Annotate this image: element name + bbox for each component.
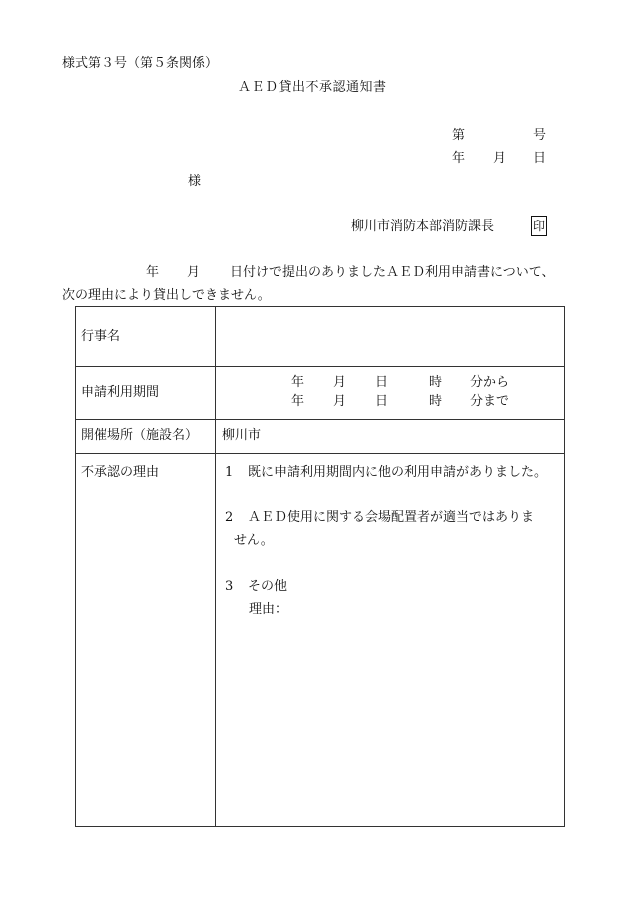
period-to-year: 年: [291, 394, 305, 409]
number-prefix: 第: [452, 128, 466, 143]
reason3-text: その他: [248, 579, 288, 594]
period-label: 申請利用期間: [81, 385, 160, 400]
reason-label-cell: [76, 454, 216, 827]
document-title: ＡＥＤ貸出不承認通知書: [238, 80, 387, 95]
event-name-value-cell: [216, 307, 565, 367]
period-to-minute: 分まで: [470, 394, 510, 409]
reason2-text-line1: ＡＥＤ使用に関する会場配置者が適当ではありま: [248, 510, 535, 525]
body-month: 月: [187, 265, 201, 280]
body-year: 年: [146, 265, 160, 280]
reason3-detail: 理由：: [249, 602, 289, 617]
venue-value: 柳川市: [222, 428, 262, 443]
period-from-month: 月: [333, 375, 347, 390]
period-label-cell: [76, 367, 216, 420]
venue-label-cell: [76, 420, 216, 454]
reason2-text-line2: せん。: [234, 533, 274, 548]
sender-name: 柳川市消防本部消防課長: [351, 219, 495, 234]
details-table: [75, 306, 565, 827]
reason1-number: 1: [225, 465, 234, 480]
period-from-minute: 分から: [470, 375, 510, 390]
reason2-number: 2: [225, 510, 234, 525]
reason-value-cell: [216, 454, 565, 827]
reason3-number: 3: [225, 579, 234, 594]
period-value-cell: [216, 367, 565, 420]
seal-box: 印: [531, 216, 547, 236]
period-to-month: 月: [333, 394, 347, 409]
venue-value-cell: [216, 420, 565, 454]
body-line1: 日付けで提出のありましたＡＥＤ利用申請書について、: [230, 265, 555, 280]
period-to-hour: 時: [429, 394, 443, 409]
period-from-hour: 時: [429, 375, 443, 390]
period-from-day: 日: [375, 375, 389, 390]
body-line2: 次の理由により貸出しできません。: [62, 288, 271, 303]
period-to-day: 日: [375, 394, 389, 409]
venue-label: 開催場所（施設名）: [81, 428, 199, 443]
number-suffix: 号: [533, 128, 547, 143]
reason-label: 不承認の理由: [81, 465, 160, 480]
event-name-label: 行事名: [81, 329, 121, 344]
date-day: 日: [533, 151, 547, 166]
reason1-text: 既に申請利用期間内に他の利用申請がありました。: [248, 465, 548, 480]
event-name-label-cell: [76, 307, 216, 367]
form-number: 様式第３号（第５条関係）: [62, 56, 219, 71]
date-year: 年: [452, 151, 466, 166]
period-from-year: 年: [291, 375, 305, 390]
addressee-suffix: 様: [188, 174, 202, 189]
date-month: 月: [493, 151, 507, 166]
